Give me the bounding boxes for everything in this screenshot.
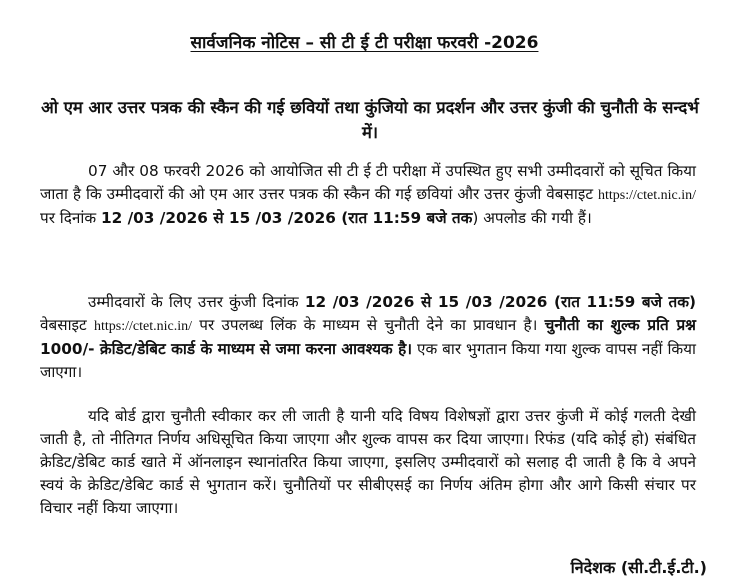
p1-text-3: ) अपलोड की गयी हैं।	[472, 209, 592, 227]
p2-text-1: उम्मीदवारों के लिए उत्तर कुंजी दिनांक	[88, 293, 305, 311]
p1-text-2: पर दिनांक	[40, 209, 101, 227]
paragraph-1	[40, 160, 696, 230]
p1-date-range: 12 /03 /2026 से 15 /03 /2026 (रात 11:59 बजे तक	[100, 209, 473, 227]
paragraph-3	[40, 405, 696, 520]
p2-date-range: 12 /03 /2026 से 15 /03 /2026 (रात 11:59 बजे तक)	[304, 293, 696, 311]
p3-text: यदि बोर्ड द्वारा चुनौती स्वीकार कर ली जाती है यानी यदि विषय विशेषज्ञों द्वारा उत्तर कुंजी में कोई गलती देखी जाती है, तो नीतिगत निर्णय अधिसूचित किया जाएगा और शुल्क वापस कर दिया जाएगा। रिफंड (यदि कोई हो) संबंधित क्रेडिट/डेबिट कार्ड खाते में ऑनलाइन स्थानांतरित किया जाएगा, इसलिए उम्मीदवारों को सलाह दी जाती है कि वे अपने स्वयं के क्रेडिट/डेबिट कार्ड से भुगतान करें। चुनौतियों पर सीबीएसई का निर्णय अंतिम होगा और आगे किसी संचार पर विचार नहीं किया जाएगा।	[40, 407, 696, 517]
p2-text-3: पर उपलब्ध लिंक के माध्यम से चुनौती देने का प्रावधान है।	[192, 316, 545, 334]
website-link[interactable]: https://ctet.nic.in/	[598, 188, 696, 203]
p2-text-2: वेबसाइट	[40, 316, 95, 334]
p1-text-1: 07 और 08 फरवरी 2026 को आयोजित सी टी ई टी परीक्षा में उपस्थित हुए सभी उम्मीदवारों को सूचित किया जाता है कि उम्मीदवारों की ओ एम आर उत्तर पत्रक की स्कैन की गई छवियां और उत्तर कुंजी वेबसाइट	[40, 162, 696, 203]
website-link[interactable]: https://ctet.nic.in/	[94, 319, 193, 334]
signature: निदेशक (सी.टी.ई.टी.)	[570, 558, 707, 577]
challenge-fee-notice: चुनौती का शुल्क प्रति प्रश्न 1000/- क्रेडिट/डेबिट कार्ड के माध्यम से जमा करना आवश्यक है।	[40, 316, 696, 358]
p2-text-4: एक बार भुगतान किया गया शुल्क वापस नहीं किया जाएगा।	[40, 340, 696, 381]
notice-title: सार्वजनिक नोटिस – सी टी ई टी परीक्षा फरवरी -2026	[190, 33, 539, 53]
notice-subject: ओ एम आर उत्तर पत्रक की स्कैन की गई छवियों तथा कुंजियो का प्रदर्शन और उत्तर कुंजी की चुनौती के सन्दर्भ में।	[41, 98, 699, 142]
paragraph-2	[40, 291, 696, 384]
